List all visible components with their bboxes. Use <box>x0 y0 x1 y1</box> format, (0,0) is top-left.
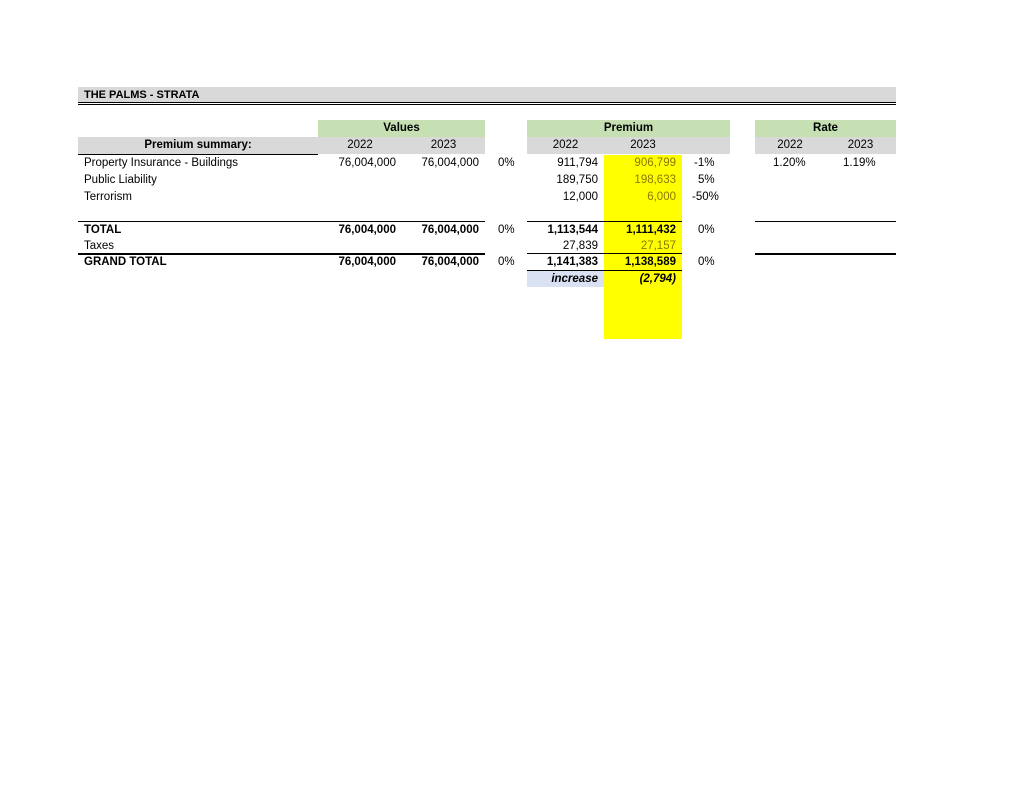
cell-rate-2023: 1.19% <box>843 157 876 169</box>
cell-premium-2023: 1,111,432 <box>626 224 676 236</box>
cell-premium-2023: 6,000 <box>647 191 676 203</box>
grand-total-top-rule <box>755 253 896 255</box>
premium-header: Premium <box>527 120 730 137</box>
values-2022-header: 2022 <box>318 137 402 154</box>
cell-value-2022: 76,004,000 <box>338 224 396 236</box>
cell-premium-2022: 1,113,544 <box>547 224 598 236</box>
cell-value-change: 0% <box>498 256 515 268</box>
cell-value-2023: 76,004,000 <box>421 256 479 268</box>
cell-premium-2023: 198,633 <box>634 174 676 186</box>
cell-value-change: 0% <box>498 157 515 169</box>
cell-value-2022: 76,004,000 <box>338 256 396 268</box>
values-2023-header: 2023 <box>402 137 485 154</box>
rate-2023-header: 2023 <box>825 137 896 154</box>
premium-2023-header: 2023 <box>604 137 682 154</box>
cell-value-change: 0% <box>498 224 515 236</box>
row-label: Public Liability <box>84 174 157 186</box>
rate-header: Rate <box>755 120 896 137</box>
row-label: Terrorism <box>84 191 132 203</box>
cell-premium-2022: 911,794 <box>557 157 598 169</box>
cell-premium-change: -1% <box>694 157 715 169</box>
cell-rate-2022: 1.20% <box>773 157 806 169</box>
cell-value-2023: 76,004,000 <box>421 224 479 236</box>
cell-value-2023: 76,004,000 <box>421 157 479 169</box>
rate-2022-header: 2022 <box>755 137 825 154</box>
sheet-title: THE PALMS - STRATA <box>84 89 200 101</box>
title-bar <box>78 87 896 102</box>
row-label: Property Insurance - Buildings <box>84 157 239 169</box>
title-underline <box>78 102 896 103</box>
premium-change-header <box>682 137 730 154</box>
row-label: GRAND TOTAL <box>84 256 167 268</box>
cell-premium-2022: 12,000 <box>562 191 598 203</box>
cell-premium-2022: 27,839 <box>562 240 598 252</box>
cell-premium-change: 0% <box>698 256 715 268</box>
increase-label: increase <box>551 273 598 285</box>
cell-premium-2023: 27,157 <box>640 240 676 252</box>
cell-premium-change: 5% <box>698 174 715 186</box>
premium-2022-header: 2022 <box>527 137 604 154</box>
cell-premium-2023: 906,799 <box>634 157 676 169</box>
cell-premium-2023: 1,138,589 <box>624 256 676 268</box>
title-underline-double <box>78 104 896 105</box>
cell-premium-change: -50% <box>692 191 719 203</box>
values-header: Values <box>318 120 485 137</box>
cell-value-2022: 76,004,000 <box>338 157 396 169</box>
premium-summary-label: Premium summary: <box>78 137 318 154</box>
cell-premium-2022: 1,141,383 <box>546 256 598 268</box>
row-label: TOTAL <box>84 224 122 236</box>
cell-premium-change: 0% <box>698 224 715 236</box>
cell-premium-2022: 189,750 <box>556 174 598 186</box>
total-top-rule <box>755 221 896 222</box>
row-label: Taxes <box>84 240 115 252</box>
increase-value: (2,794) <box>639 273 676 285</box>
